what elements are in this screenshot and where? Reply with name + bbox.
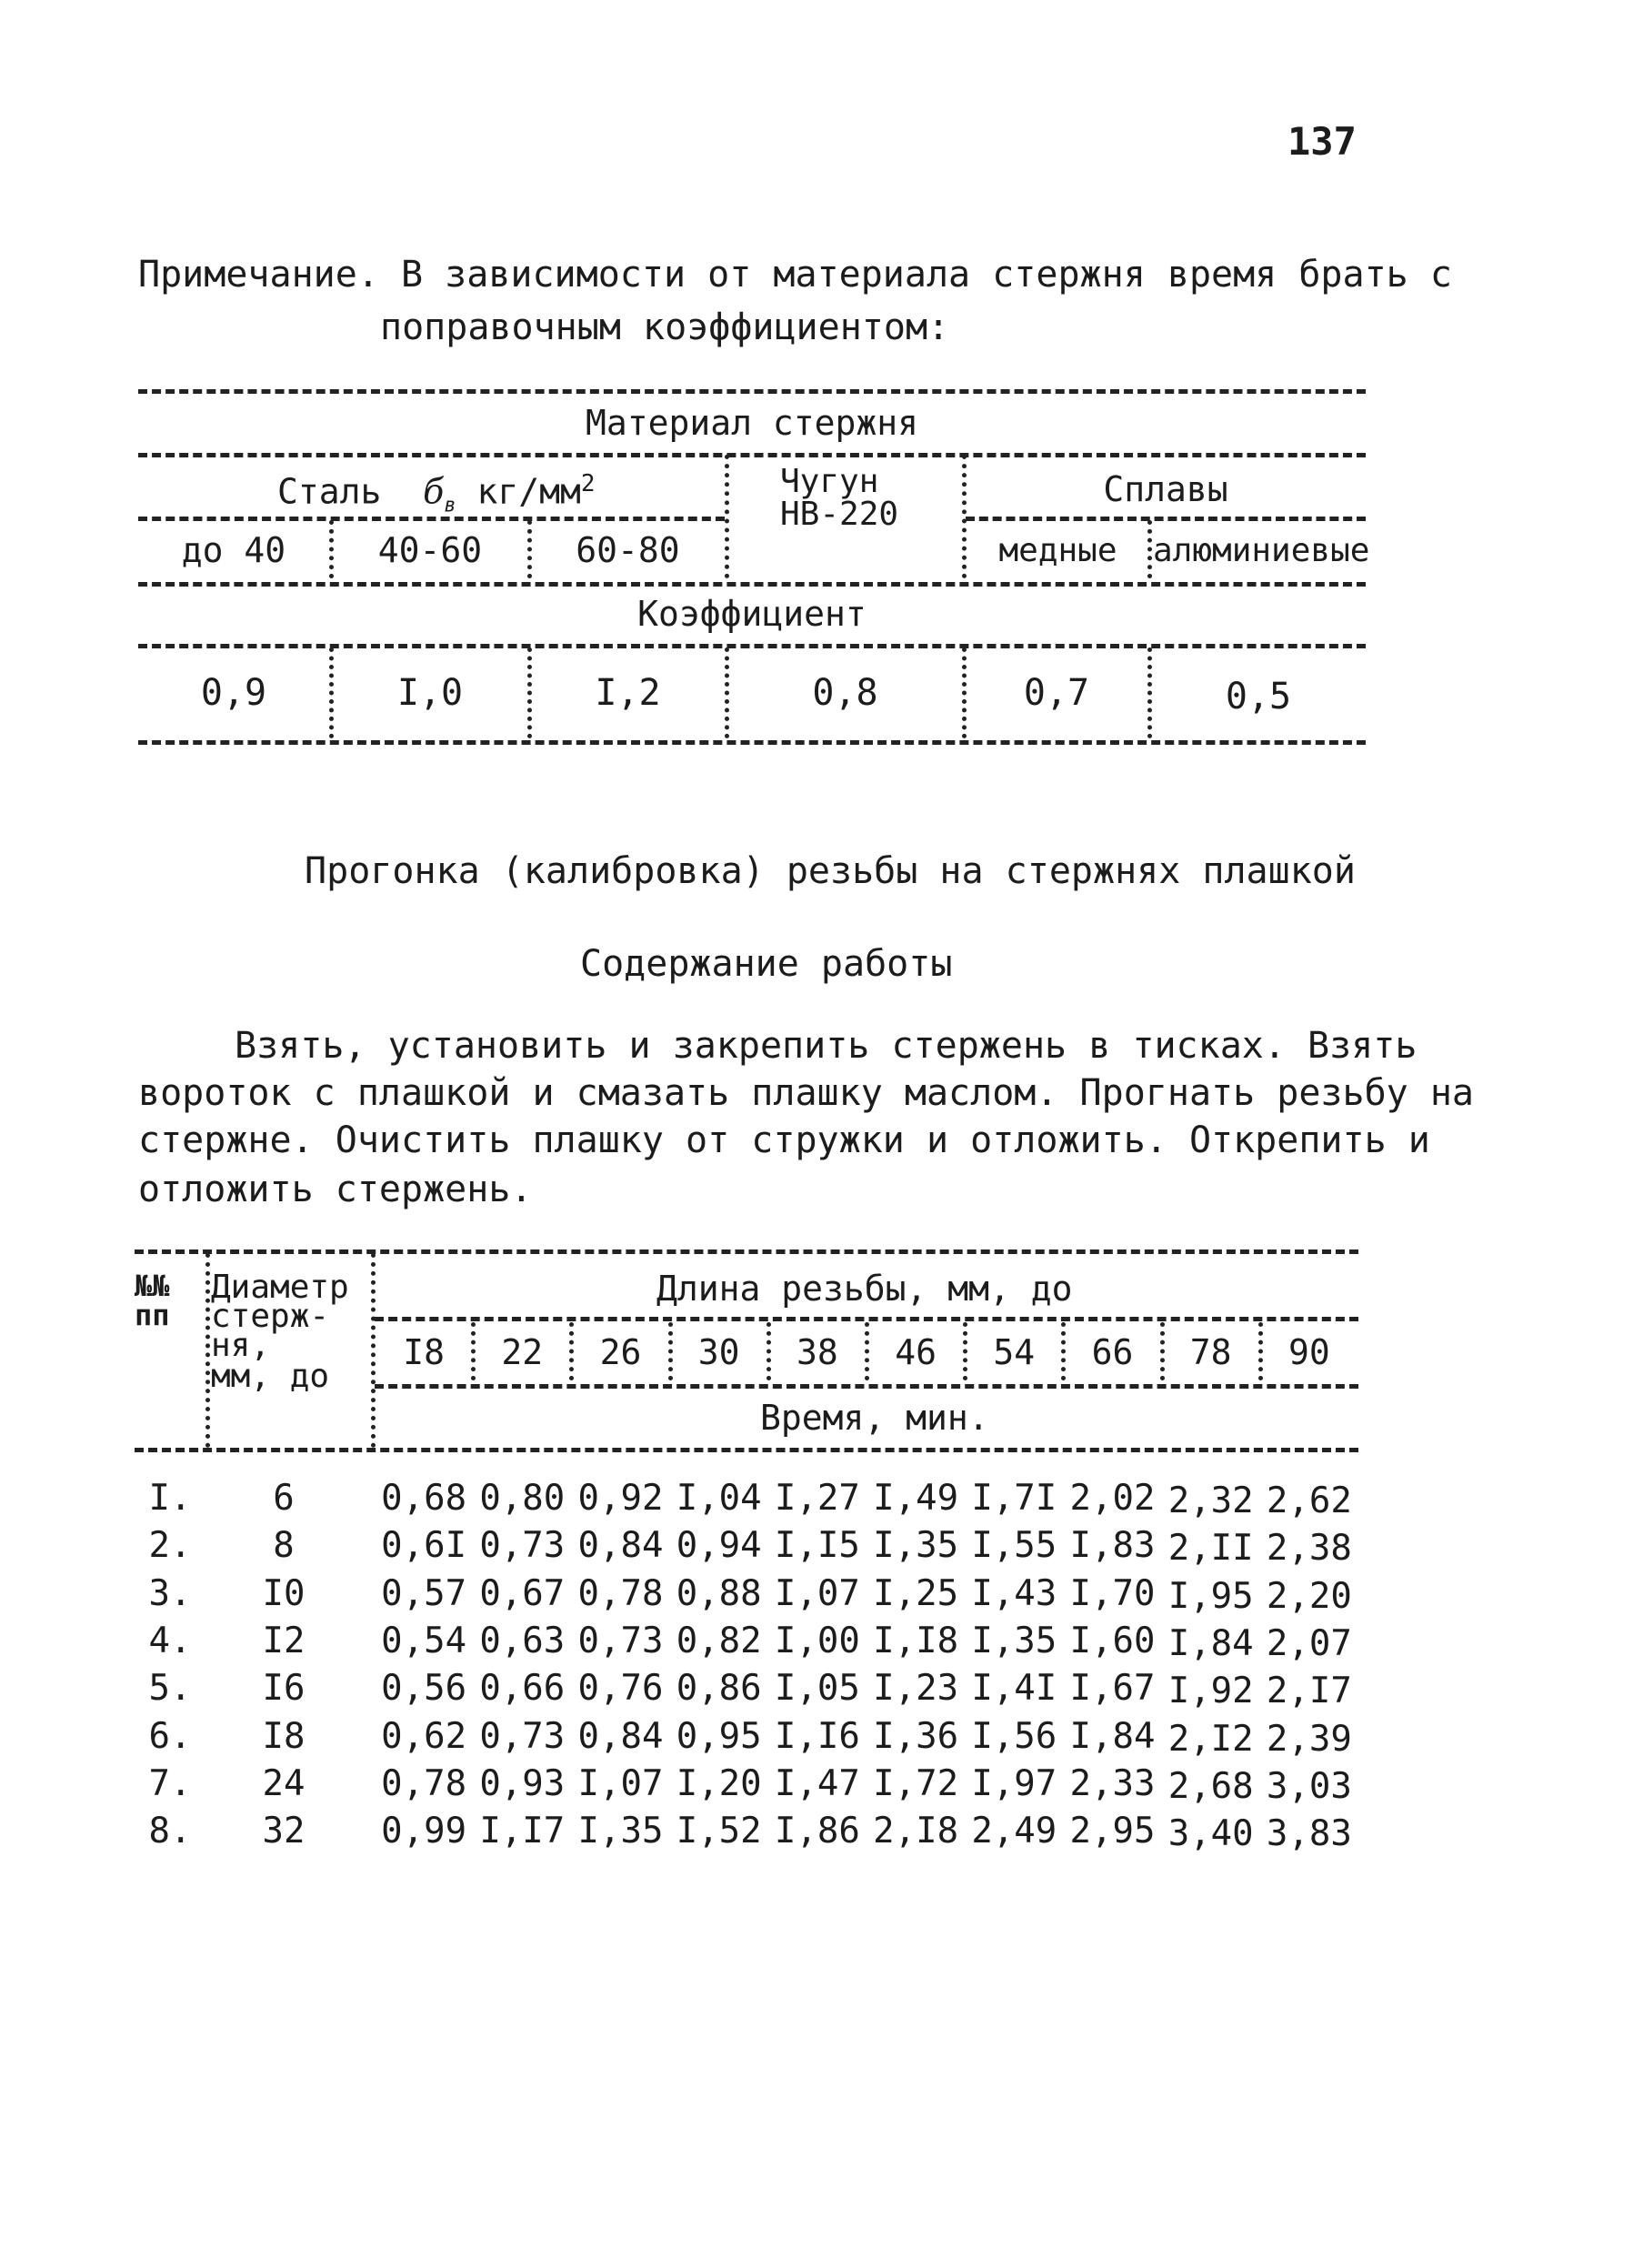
time-value-cell: 0,84 <box>577 1715 664 1757</box>
time-value-cell: 2,I8 <box>873 1811 959 1852</box>
time-value-cell: I,I7 <box>479 1811 566 1852</box>
row-number: 4. <box>148 1620 192 1661</box>
time-value-cell: 2,I7 <box>1266 1671 1352 1712</box>
time-value-cell: 0,86 <box>676 1668 762 1710</box>
row-diameter: 8 <box>273 1525 295 1567</box>
time-value-cell: I,I5 <box>774 1525 860 1567</box>
time-value-cell: I,20 <box>676 1762 762 1804</box>
time-value-cell: 0,78 <box>381 1762 467 1804</box>
time-value-cell: 0,93 <box>479 1762 566 1804</box>
time-value-cell: 2,95 <box>1069 1811 1156 1852</box>
coef-table-rule-3 <box>138 644 1366 648</box>
time-value-cell: I,86 <box>774 1811 860 1852</box>
time-value-cell: 0,99 <box>381 1811 467 1852</box>
time-value-cell: I,72 <box>873 1762 959 1804</box>
sigma-symbol: б <box>423 471 445 512</box>
time-value-cell: 0,56 <box>381 1668 467 1710</box>
time-value-cell: I,92 <box>1167 1671 1254 1712</box>
time-value-cell: 0,78 <box>577 1572 664 1614</box>
coef-table-rule-2 <box>138 582 1366 587</box>
time-value-cell: 2,68 <box>1167 1765 1254 1807</box>
paragraph-line: отложить стержень. <box>138 1169 533 1210</box>
time-value-cell: I,84 <box>1069 1715 1156 1757</box>
coef-vsep <box>527 520 532 578</box>
time-value-cell: 2,32 <box>1167 1480 1254 1521</box>
row-diameter: 24 <box>262 1762 306 1804</box>
time-value-cell: I,05 <box>774 1668 860 1710</box>
work-title: Содержание работы <box>580 943 953 985</box>
time-value-cell: 0,68 <box>381 1478 467 1519</box>
time-value-cell: 2,07 <box>1266 1622 1352 1664</box>
time-value-cell: 2,49 <box>971 1811 1057 1852</box>
row-diameter: 6 <box>273 1478 295 1519</box>
time-value-cell: 0,73 <box>479 1715 566 1757</box>
diam-header-line: стерж- <box>211 1298 330 1335</box>
time-value-cell: 0,66 <box>479 1668 566 1710</box>
col-steel-40-60: 40-60 <box>377 530 483 570</box>
time-value-cell: I,25 <box>873 1572 959 1614</box>
time-value-cell: 3,03 <box>1266 1765 1352 1807</box>
coef-vsep <box>1147 520 1152 578</box>
steel-group-header <box>277 472 596 516</box>
lengths-rule <box>375 1384 1358 1389</box>
length-column-separator <box>569 1322 574 1380</box>
length-column-header: 66 <box>1091 1332 1134 1372</box>
time-table-header-bottom-rule <box>135 1448 1358 1452</box>
cast-iron-line-1: Чугун <box>780 463 879 500</box>
length-column-header: I8 <box>403 1332 445 1372</box>
time-value-cell: I,35 <box>873 1525 959 1567</box>
coef-vsep <box>962 455 967 578</box>
steel-unit-exp: 2 <box>580 470 596 497</box>
time-value-cell: 0,76 <box>577 1668 664 1710</box>
row-number: 5. <box>148 1668 192 1710</box>
col-alloy-aluminium: алюминиевые <box>1153 532 1370 569</box>
time-value-cell: 0,94 <box>676 1525 762 1567</box>
time-value-cell: I,60 <box>1069 1620 1156 1661</box>
coef-value: 0,9 <box>200 672 267 714</box>
time-value-cell: I,55 <box>971 1525 1057 1567</box>
row-number: 2. <box>148 1525 192 1567</box>
paragraph-line: вороток с плашкой и смазать плашку маслом. Прогнать резьбу на <box>138 1072 1475 1114</box>
length-column-separator <box>1061 1322 1066 1380</box>
coef-vsep <box>329 520 334 578</box>
coef-vsep <box>329 647 334 738</box>
time-value-cell: 2,02 <box>1069 1478 1156 1519</box>
time-value-cell: I,27 <box>774 1478 860 1519</box>
coef-table-top-rule <box>138 389 1366 394</box>
coef-vsep <box>527 647 532 738</box>
time-value-cell: I,47 <box>774 1762 860 1804</box>
alloys-subheader-rule <box>966 517 1366 521</box>
length-column-header: 54 <box>993 1332 1036 1372</box>
row-diameter: I2 <box>262 1620 306 1661</box>
time-value-cell: 0,88 <box>676 1572 762 1614</box>
num-header-line-1: №№ <box>135 1269 170 1303</box>
time-value-cell: 0,6I <box>381 1525 467 1567</box>
time-table-top-rule <box>135 1249 1358 1254</box>
time-value-cell: I,70 <box>1069 1572 1156 1614</box>
time-value-cell: 0,73 <box>577 1620 664 1661</box>
alloys-group-header: Сплавы <box>1103 469 1228 509</box>
paragraph-line: стержне. Очистить плашку от стружки и отложить. Открепить и <box>138 1119 1430 1161</box>
length-column-header: 38 <box>796 1332 838 1372</box>
time-value-cell: 0,67 <box>479 1572 566 1614</box>
length-header: Длина резьбы, мм, до <box>656 1269 1073 1309</box>
time-value-cell: 2,II <box>1167 1528 1254 1570</box>
steel-unit: кг/мм <box>476 471 581 512</box>
time-vsep <box>371 1253 376 1448</box>
note-line-1: Примечание. В зависимости от материала стержня время брать с <box>138 254 1452 296</box>
paragraph-line: Взять, установить и закрепить стержень в тисках. Взять <box>235 1025 1418 1067</box>
time-value-cell: 3,40 <box>1167 1813 1254 1855</box>
time-value-cell: I,I8 <box>873 1620 959 1661</box>
row-number: 3. <box>148 1572 192 1614</box>
length-column-separator <box>865 1322 869 1380</box>
time-value-cell: I,36 <box>873 1715 959 1757</box>
time-vsep <box>205 1253 210 1448</box>
time-value-cell: 0,95 <box>676 1715 762 1757</box>
time-value-cell: I,83 <box>1069 1525 1156 1567</box>
coef-value: 0,5 <box>1225 676 1292 718</box>
time-value-cell: I,35 <box>577 1811 664 1852</box>
steel-label: Сталь <box>277 471 382 512</box>
time-value-cell: I,I6 <box>774 1715 860 1757</box>
length-column-header: 78 <box>1189 1332 1232 1372</box>
coef-vsep <box>1147 647 1152 738</box>
time-value-cell: 0,57 <box>381 1572 467 1614</box>
time-value-cell: 2,I2 <box>1167 1718 1254 1760</box>
col-steel-up-to-40: до 40 <box>181 530 286 570</box>
coef-material-header: Материал стержня <box>585 403 919 443</box>
length-column-separator <box>766 1322 771 1380</box>
coef-vsep <box>725 647 729 738</box>
row-number: 6. <box>148 1715 192 1757</box>
coef-value: I,0 <box>396 672 464 714</box>
length-column-header: 22 <box>501 1332 544 1372</box>
coef-vsep <box>725 455 729 578</box>
row-diameter: 32 <box>262 1811 306 1852</box>
length-column-separator <box>668 1322 673 1380</box>
time-value-cell: 0,73 <box>479 1525 566 1567</box>
cast-iron-line-2: НВ-220 <box>780 496 899 533</box>
coef-vsep <box>962 647 967 738</box>
time-value-cell: I,07 <box>577 1762 664 1804</box>
diam-header-line: ня, <box>211 1327 271 1364</box>
time-header: Время, мин. <box>760 1398 989 1438</box>
note-line-2: поправочным коэффициентом: <box>380 306 950 348</box>
sigma-subscript: в <box>444 494 456 517</box>
coef-table-bottom-rule <box>138 740 1366 745</box>
length-column-header: 46 <box>895 1332 937 1372</box>
time-value-cell: I,95 <box>1167 1575 1254 1617</box>
row-diameter: I0 <box>262 1572 306 1614</box>
time-value-cell: 0,80 <box>479 1478 566 1519</box>
time-value-cell: 0,92 <box>577 1478 664 1519</box>
row-number: I. <box>148 1478 192 1519</box>
time-value-cell: 0,62 <box>381 1715 467 1757</box>
time-value-cell: I,00 <box>774 1620 860 1661</box>
coef-value: 0,8 <box>812 672 878 714</box>
section-title: Прогонка (калибровка) резьбы на стержнях плашкой <box>305 850 1356 892</box>
col-steel-60-80: 60-80 <box>576 530 680 570</box>
time-value-cell: I,4I <box>971 1668 1057 1710</box>
length-column-header: 90 <box>1288 1332 1330 1372</box>
steel-subheader-rule <box>138 517 725 521</box>
time-value-cell: 0,84 <box>577 1525 664 1567</box>
coef-value: I,2 <box>595 672 661 714</box>
page-number: 137 <box>1287 119 1357 164</box>
coef-value: 0,7 <box>1023 672 1090 714</box>
time-value-cell: 2,33 <box>1069 1762 1156 1804</box>
diam-header-line: мм, до <box>211 1358 330 1395</box>
time-value-cell: I,7I <box>971 1478 1057 1519</box>
time-value-cell: I,97 <box>971 1762 1057 1804</box>
time-value-cell: I,04 <box>676 1478 762 1519</box>
length-header-rule <box>375 1317 1358 1321</box>
length-column-separator <box>1258 1322 1263 1380</box>
time-value-cell: 2,62 <box>1266 1480 1352 1521</box>
time-value-cell: I,43 <box>971 1572 1057 1614</box>
time-value-cell: I,52 <box>676 1811 762 1852</box>
time-value-cell: I,07 <box>774 1572 860 1614</box>
time-value-cell: I,84 <box>1167 1622 1254 1664</box>
row-diameter: I6 <box>262 1668 306 1710</box>
num-header-line-2: пп <box>135 1298 170 1332</box>
length-column-separator <box>1160 1322 1165 1380</box>
time-value-cell: I,67 <box>1069 1668 1156 1710</box>
time-value-cell: I,49 <box>873 1478 959 1519</box>
time-value-cell: 0,82 <box>676 1620 762 1661</box>
coef-table-rule <box>138 453 1366 457</box>
length-column-separator <box>471 1322 476 1380</box>
time-value-cell: 3,83 <box>1266 1813 1352 1855</box>
time-value-cell: 0,63 <box>479 1620 566 1661</box>
row-diameter: I8 <box>262 1715 306 1757</box>
time-value-cell: 2,39 <box>1266 1718 1352 1760</box>
time-value-cell: I,23 <box>873 1668 959 1710</box>
length-column-header: 26 <box>599 1332 642 1372</box>
row-number: 8. <box>148 1811 192 1852</box>
time-value-cell: I,56 <box>971 1715 1057 1757</box>
time-value-cell: 2,38 <box>1266 1528 1352 1570</box>
time-value-cell: 2,20 <box>1266 1575 1352 1617</box>
row-number: 7. <box>148 1762 192 1804</box>
diam-header-line: Диаметр <box>211 1269 349 1306</box>
length-column-header: 30 <box>697 1332 740 1372</box>
time-value-cell: 0,54 <box>381 1620 467 1661</box>
coef-label: Коэффициент <box>637 594 867 634</box>
time-value-cell: I,35 <box>971 1620 1057 1661</box>
length-column-separator <box>963 1322 967 1380</box>
col-alloy-copper: медные <box>998 532 1117 569</box>
